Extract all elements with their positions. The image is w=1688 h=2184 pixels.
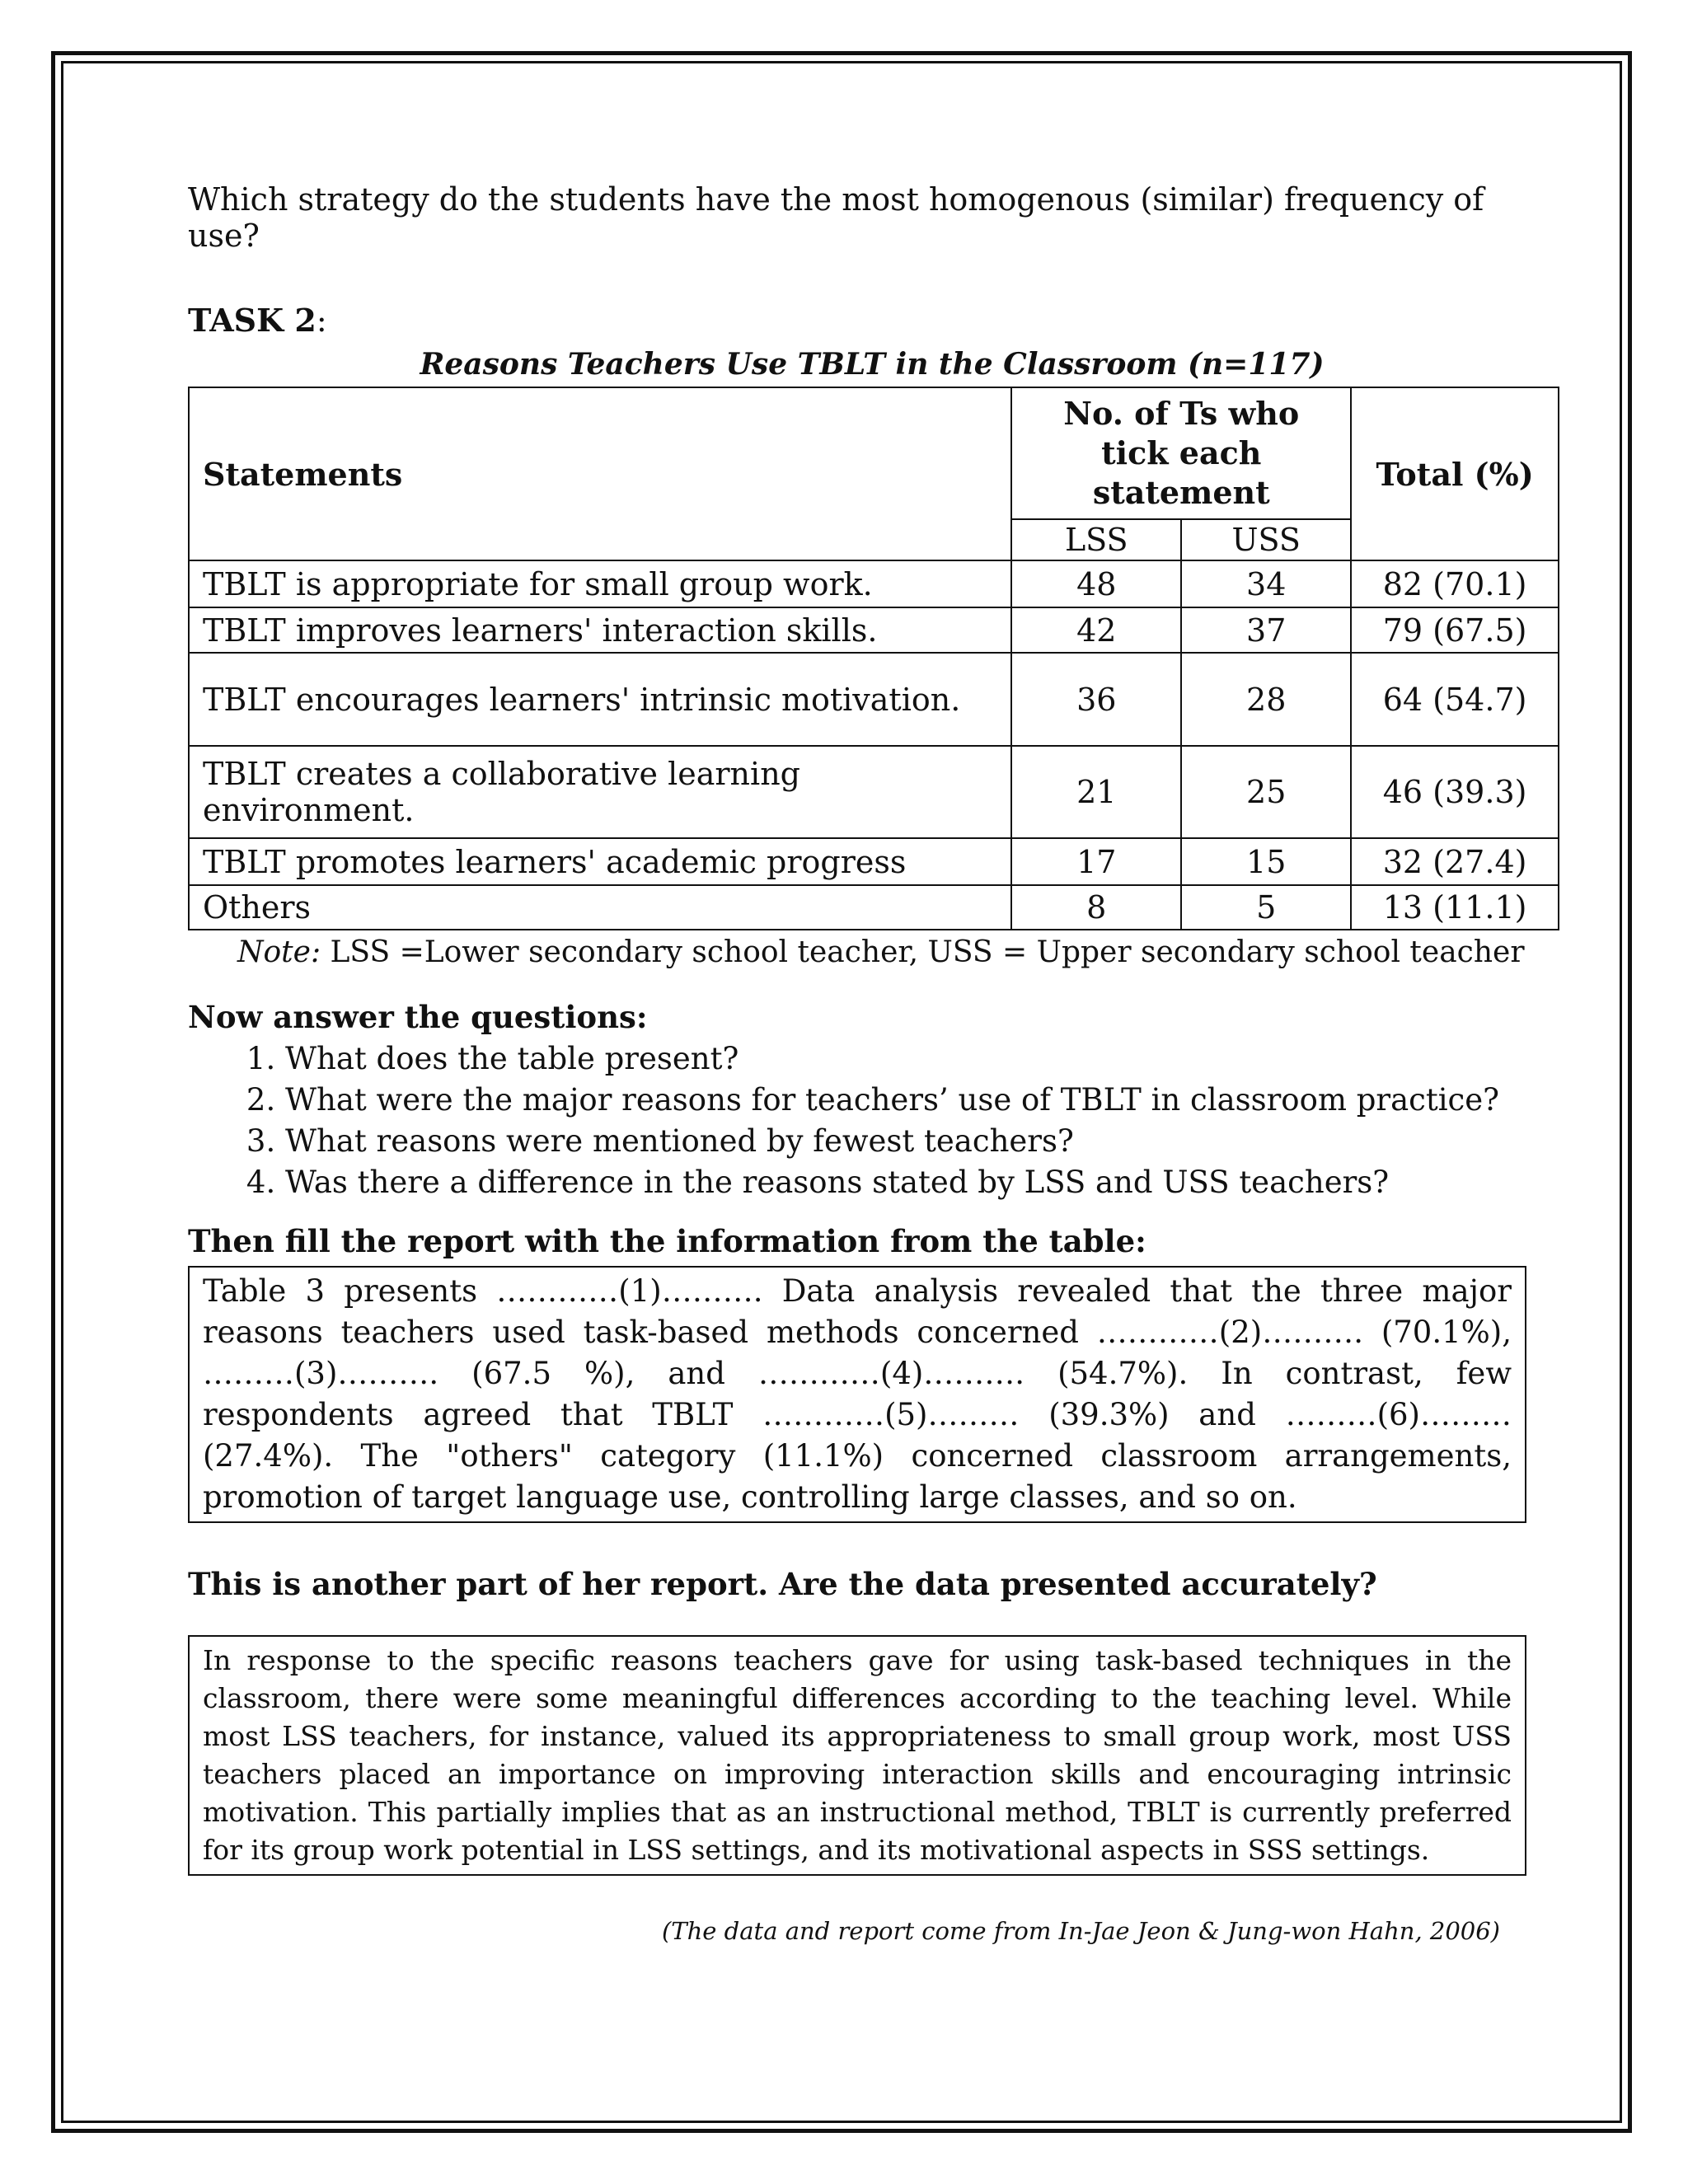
reasons-table [188, 387, 1559, 930]
cell-statement: TBLT promotes learners' academic progress [189, 838, 1011, 885]
report-heading: This is another part of her report. Are the data presented accurately? [188, 1566, 1377, 1602]
cell-statement: TBLT improves learners' interaction skills. [189, 607, 1011, 653]
task-colon: : [316, 302, 327, 339]
table-row [189, 560, 1559, 607]
list-item: 1. What does the table present? [285, 1038, 1556, 1080]
list-item: 2. What were the major reasons for teachers’ use of TBLT in classroom practice? [285, 1080, 1556, 1121]
cell-lss: 21 [1011, 746, 1181, 838]
cell-lss: 8 [1011, 885, 1181, 930]
cell-lss: 48 [1011, 560, 1181, 607]
cell-lss: 17 [1011, 838, 1181, 885]
cell-total: 13 (11.1) [1351, 885, 1559, 930]
task-heading [188, 302, 1556, 339]
cell-uss: 34 [1181, 560, 1351, 607]
cell-total: 82 (70.1) [1351, 560, 1559, 607]
cell-lss: 36 [1011, 653, 1181, 746]
cell-total: 79 (67.5) [1351, 607, 1559, 653]
cell-statement: TBLT encourages learners' intrinsic motivation. [189, 653, 1011, 746]
task-label: TASK 2 [188, 302, 316, 339]
header-total: Total (%) [1351, 387, 1559, 560]
cell-total: 32 (27.4) [1351, 838, 1559, 885]
header-group [1011, 387, 1351, 519]
cell-uss: 25 [1181, 746, 1351, 838]
worksheet-content [188, 181, 1556, 1945]
header-statements: Statements [189, 387, 1011, 560]
cell-statement: TBLT is appropriate for small group work. [189, 560, 1011, 607]
table-row [189, 607, 1559, 653]
citation: (The data and report come from In-Jae Jeon & Jung-won Hahn, 2006) [661, 1917, 1500, 1945]
questions-list [188, 1038, 1556, 1203]
note-text: LSS =Lower secondary school teacher, USS = Upper secondary school teacher [321, 935, 1525, 969]
cell-uss: 28 [1181, 653, 1351, 746]
note-label: Note: [237, 935, 321, 969]
table-row [189, 653, 1559, 746]
header-group-text: No. of Ts who tick each statement [1063, 395, 1300, 511]
report-box: In response to the specific reasons teachers gave for using task-based techniques in the classroom, there were some meaningful differences according to the teaching level. While most LSS teachers, for instance, valued its appropriateness to small group work, most USS teachers placed an importance on improving interaction skills and encouraging intrinsic motivation. This partially implies that as an instructional method, TBLT is currently preferred for its group work potential in LSS settings, and its motivational aspects in SSS settings. [188, 1635, 1526, 1876]
fill-report-box: Table 3 presents …………(1)………. Data analysis revealed that the three major reasons teachers used task-based methods concerned …………(2)………. (70.1%), ………(3)………. (67.5 %), and …………(4)………. (54.7%). In contrast, few respondents agreed that TBLT …………(5)……… (39.3%) and ………(6)……… (27.4%). The "others" category (11.1%) concerned classroom arrangements, promotion of target language use, controlling large classes, and so on. [188, 1266, 1526, 1523]
fill-heading: Then fill the report with the information from the table: [188, 1223, 1146, 1259]
cell-uss: 5 [1181, 885, 1351, 930]
table-note [237, 935, 1556, 969]
table-row [189, 838, 1559, 885]
table-row [189, 885, 1559, 930]
cell-statement: Others [189, 885, 1011, 930]
table-caption: Reasons Teachers Use TBLT in the Classroom (n=117) [420, 347, 1325, 382]
cell-statement: TBLT creates a collaborative learning environment. [189, 746, 1011, 838]
list-item: 3. What reasons were mentioned by fewest teachers? [285, 1121, 1556, 1162]
cell-uss: 37 [1181, 607, 1351, 653]
cell-lss: 42 [1011, 607, 1181, 653]
intro-question: Which strategy do the students have the most homogenous (similar) frequency of use? [188, 181, 1484, 254]
header-uss: USS [1181, 519, 1351, 560]
cell-total: 64 (54.7) [1351, 653, 1559, 746]
cell-total: 46 (39.3) [1351, 746, 1559, 838]
list-item: 4. Was there a difference in the reasons stated by LSS and USS teachers? [285, 1162, 1556, 1203]
questions-heading: Now answer the questions: [188, 999, 648, 1035]
cell-uss: 15 [1181, 838, 1351, 885]
header-lss: LSS [1011, 519, 1181, 560]
table-row [189, 746, 1559, 838]
